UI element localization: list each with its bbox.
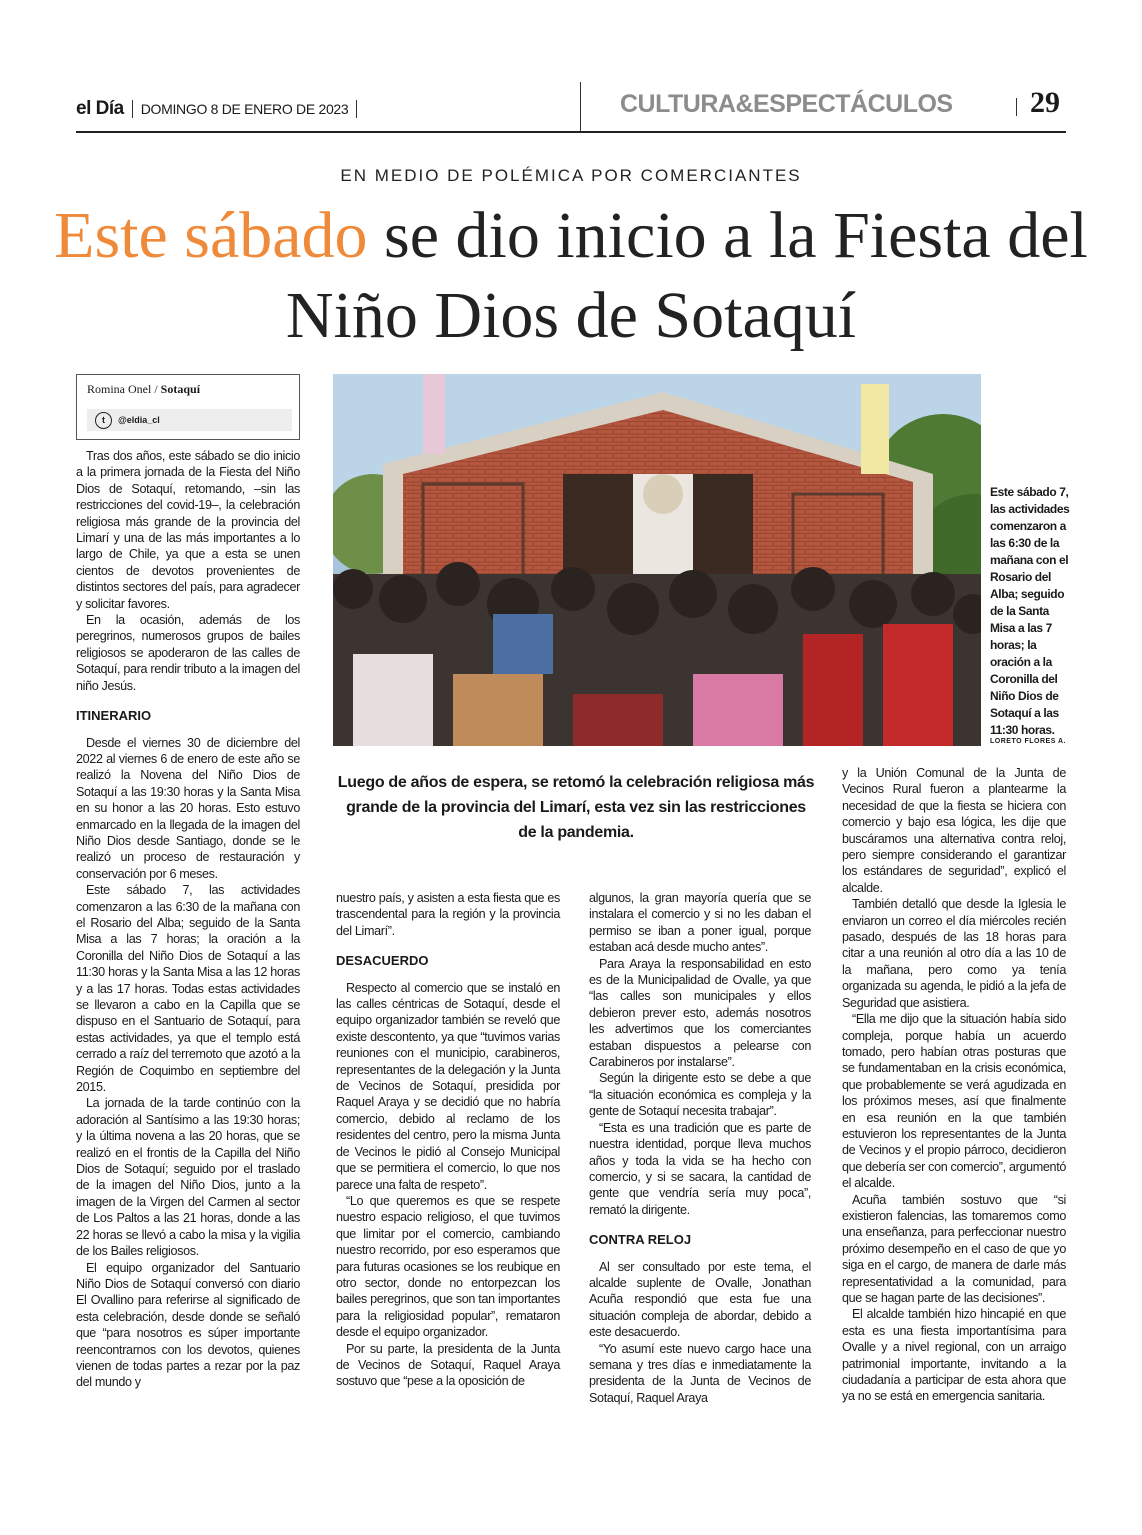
article-column-4 <box>842 765 1066 1405</box>
paragraph: “Lo que queremos es que se respete nuestro espacio religioso, el que tuvimos que limitar por el comercio, cambiando nuestro recorrido, por eso esperamos que para futuras ocasiones se los reubique en otro sector, donde no entorpezcan los bailes peregrinos, que son tan importantes para la religiosidad popular”, remataron desde el equipo organizador. <box>336 1193 560 1340</box>
section-name: CULTURA&ESPECTÁCULOS <box>620 90 953 118</box>
headline-highlight: Este sábado <box>54 199 368 272</box>
paragraph: El alcalde también hizo hincapié en que esta es una fiesta importantísima para Ovalle y a nivel regional, con un arraigo patrimonial importante, invitando a la ciudadanía a participar de esta ahora que ya no se está en emergencia sanitaria. <box>842 1307 1066 1404</box>
kicker: EN MEDIO DE POLÉMICA POR COMERCIANTES <box>340 166 802 185</box>
issue-date: DOMINGO 8 DE ENERO DE 2023 <box>140 101 349 117</box>
newspaper-logo: el Día <box>76 98 124 119</box>
twitter-bird-icon: t <box>95 412 112 429</box>
paragraph: También detalló que desde la Iglesia le enviaron un correo el día miércoles recién pasado, después de las 18 horas para citar a una reunión al otro día a las 10 de la mañana, pero como ya tenía organizada su agenda, le pidió a la jefa de Seguridad que asistiera. <box>842 897 1066 1010</box>
byline <box>87 382 200 397</box>
byline-box <box>76 374 300 440</box>
social-handle-bar <box>87 409 292 431</box>
author-name: Romina Onel <box>87 382 152 396</box>
paragraph: “Esta es una tradición que es parte de nuestra identidad, porque lleva muchos años y toda la vida se ha hecho con comercio, y si se sacara, la cantidad de gente que vendría sería muy poca”, remató la dirigente. <box>589 1120 811 1217</box>
paragraph: y la Unión Comunal de la Junta de Vecinos Rural fueron a plantearme la necesidad de que la fiesta se hiciera con comercio y bajo esa lógica, les dije que buscáramos una alternativa contra reloj, pero siempre considerando el garantizar los estándares de seguridad”, explicó el alcalde. <box>842 766 1066 895</box>
page-header-left <box>76 94 365 124</box>
header-divider <box>1016 98 1017 116</box>
header-divider <box>356 100 357 118</box>
photo-credit: LORETO FLORES A. <box>990 738 1067 745</box>
paragraph: “Yo asumí este nuevo cargo hace una semana y tres días e inmediatamente la presidenta de la Junta de Vecinos de Sotaquí, Raquel Araya <box>589 1341 811 1405</box>
paragraph: Respecto al comercio que se instaló en las calles céntricas de Sotaquí, desde el equipo organizador también se reveló que existe descontento, ya que “tuvimos varias reuniones con el municipio, carabineros, representantes de la delegación y la Junta de Vecinos de Sotaquí, presidida por Raquel Araya y se decidió que no habría comercio, debido al reclamo de los residentes del centro, pero la misma Junta de Vecinos le pidió al Consejo Municipal que se permitiera el comercio, lo que nos parece una falta de respeto”. <box>336 980 560 1192</box>
byline-location: Sotaquí <box>160 382 201 396</box>
subheading-contra-reloj: CONTRA RELOJ <box>589 1232 692 1248</box>
headline-rest: se dio inicio a la Fiesta del Niño Dios de Sotaquí <box>285 199 1088 352</box>
paragraph: Para Araya la responsabilidad en esto es de la Municipalidad de Ovalle, ya que “las calles son municipales y ellos debieron prever esto, además nosotros les advertimos que los comerciantes estaban dispuestos a pelearse con Carabineros por instalarse”. <box>589 956 811 1070</box>
social-handle[interactable]: @eldia_cl <box>118 415 160 425</box>
paragraph: Este sábado 7, las actividades comenzaron a las 6:30 de la mañana con el Rosario del Alba; seguido de la Santa Misa a las 7 horas; la oración a la Coronilla del Niño Dios de Sotaquí a las 11:30 horas y la Santa Misa a las 12 horas y a las 17 horas. Todas estas actividades se llevaron a cabo en la Capilla que se dispuso en el Santuario de Sotaquí, para estas actividades, ya que el templo está cerrado a raíz del terremoto que azotó a la Región de Coquimbo en septiembre del 2015. <box>76 883 300 1095</box>
article-column-2 <box>336 890 560 1390</box>
article-lead: Luego de años de espera, se retomó la celebración religiosa más grande de la provincia del Limarí, esta vez sin las restricciones de la pandemia. <box>337 774 815 841</box>
paragraph: En la ocasión, además de los peregrinos, numerosos grupos de bailes religiosos se apoderaron de las calles de Sotaquí, para rendir tributo a la imagen del niño Jesús. <box>76 613 300 693</box>
byline-separator: / <box>151 382 161 396</box>
paragraph: nuestro país, y asisten a esta fiesta que es trascendental para la región y la provincia del Limarí”. <box>336 891 560 938</box>
paragraph: Acuña también sostuvo que “si existieron falencias, las tomaremos como una enseñanza, para perfeccionar nuestro próximo desempeño en el caso de que yo siga en el cargo, de manera de darle más representatividad a la comunidad, para que se hagan parte de las decisiones”. <box>842 1192 1066 1305</box>
paragraph: Al ser consultado por este tema, el alcalde suplente de Ovalle, Jonathan Acuña respondió que esta fue una situación compleja de abordar, debido a este desacuerdo. <box>589 1259 811 1340</box>
header-rule <box>76 131 1066 133</box>
article-column-1 <box>76 448 300 1391</box>
page-number: 29 <box>1030 86 1060 119</box>
header-vertical-rule <box>580 82 581 132</box>
paragraph: Tras dos años, este sábado se dio inicio a la primera jornada de la Fiesta del Niño Dios de Sotaquí, retomando, –sin las restricciones del covid-19–, la celebración religiosa más grande de la provincia del Limarí y una de las más importantes a lo largo de Chile, ya que a esta se unen cientos de devotos provenientes de distintos sectores del país, para agradecer y solicitar favores. <box>76 449 300 611</box>
article-column-3 <box>589 890 811 1406</box>
subheading-itinerario: ITINERARIO <box>76 708 152 724</box>
subheading-desacuerdo: DESACUERDO <box>336 953 429 969</box>
paragraph: Según la dirigente esto se debe a que “la situación económica es compleja y la gente de Sotaquí necesita trabajar”. <box>589 1071 811 1119</box>
photo-caption: Este sábado 7, las actividades comenzaron a las 6:30 de la mañana con el Rosario del Alba; seguido de la Santa Misa a las 7 horas; la oración a la Coronilla del Niño Dios de Sotaquí a las 11:30 horas. <box>990 485 1070 737</box>
paragraph: Desde el viernes 30 de diciembre del 2022 al viernes 6 de enero de este año se realizó la Novena del Niño Dios de Sotaquí a las 19:30 horas y la Santa Misa en su honor a las 20 horas. Esto estuvo enmarcado en la llegada de la imagen del Niño Dios desde Santiago, donde se le realizó un proceso de restauración y conservación por 6 meses. <box>76 735 300 881</box>
paragraph: “Ella me dijo que la situación había sido compleja, porque había un acuerdo tomado, pero habían otras posturas que se fundamentaban en la crisis económica, que probablemente se verá agudizada en los próximos meses, así que finalmente en esa reunión en la que también estuvieron los representantes de la Junta de Vecinos y el propio párroco, decidieron que debería ser con comercio”, argumentó el alcalde. <box>842 1012 1067 1191</box>
article-photo <box>333 374 981 746</box>
paragraph: Por su parte, la presidenta de la Junta de Vecinos de Sotaquí, Raquel Araya sostuvo que “pese a la oposición de <box>336 1341 560 1389</box>
headline <box>40 196 1102 356</box>
header-divider <box>132 100 133 118</box>
paragraph: algunos, la gran mayoría quería que se instalara el comercio y si no les daban el permiso se iban a poner igual, porque estaban acá desde mucho antes”. <box>589 891 811 955</box>
procession-photo <box>333 374 981 746</box>
paragraph: El equipo organizador del Santuario Niño Dios de Sotaquí conversó con diario El Ovallino para referirse al significado de esta celebración, desde donde se señaló que “para nosotros es súper importante reencontrarnos con los devotos, quienes vienen de todas partes a rezar por la paz del mundo y <box>76 1260 300 1390</box>
paragraph: La jornada de la tarde continúo con la adoración al Santísimo a las 19:30 horas; y la última novena a las 20 horas, que se realizó en el frontis de la Capilla del Niño Dios de Sotaquí; seguido por el traslado de la imagen del Niño Dios, junto a la imagen de la Virgen del Carmen al sector de Los Paltos a las 21 horas, donde a las 22 horas se llevó a cabo la misa y la vigilia de los Bailes religiosos. <box>76 1096 300 1259</box>
